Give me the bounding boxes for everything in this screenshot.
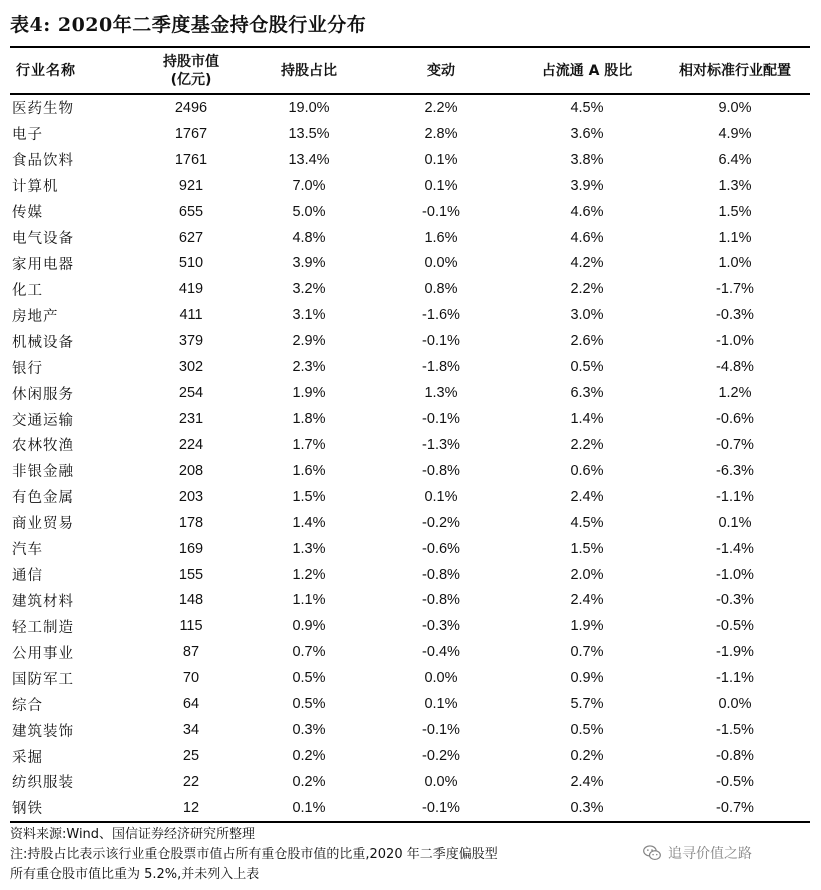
industry-name-cell: 汽车 bbox=[12, 542, 43, 559]
value-cell: -1.1% bbox=[716, 670, 754, 687]
table-row bbox=[10, 328, 810, 354]
value-cell: 1767 bbox=[174, 125, 208, 142]
table-row bbox=[10, 251, 810, 277]
bottom-rule bbox=[10, 821, 810, 823]
table-title: 表4: 2020年二季度基金持仓股行业分布 bbox=[10, 14, 367, 36]
source-note: 资料来源:Wind、国信证券经济研究所整理 bbox=[10, 827, 256, 842]
value-cell: 5.7% bbox=[570, 696, 604, 713]
value-cell: 3.1% bbox=[292, 307, 326, 324]
value-cell: 0.9% bbox=[570, 670, 604, 687]
value-cell: -1.4% bbox=[716, 540, 754, 557]
value-cell: -1.9% bbox=[716, 644, 754, 661]
column-header: 占流通 A 股比 bbox=[541, 62, 633, 79]
table-row bbox=[10, 484, 810, 510]
watermark bbox=[642, 836, 814, 870]
value-cell: 148 bbox=[178, 592, 204, 609]
industry-name-cell: 综合 bbox=[12, 697, 43, 714]
industry-name-cell: 电气设备 bbox=[12, 231, 74, 248]
value-cell: 4.5% bbox=[570, 99, 604, 116]
value-cell: -1.3% bbox=[422, 436, 460, 453]
value-cell: 0.1% bbox=[718, 514, 752, 531]
table-row bbox=[10, 510, 810, 536]
table-row bbox=[10, 691, 810, 717]
table-row bbox=[10, 199, 810, 225]
value-cell: 0.0% bbox=[424, 773, 458, 790]
industry-name-cell: 国防军工 bbox=[12, 671, 74, 688]
value-cell: 1.0% bbox=[718, 255, 752, 272]
value-cell: -0.1% bbox=[422, 411, 460, 428]
column-header: 持股市值 (亿元) bbox=[163, 53, 219, 88]
value-cell: 0.5% bbox=[292, 670, 326, 687]
value-cell: 12 bbox=[182, 799, 200, 816]
value-cell: -0.2% bbox=[422, 514, 460, 531]
table-row bbox=[10, 380, 810, 406]
industry-name-cell: 纺织服装 bbox=[12, 775, 74, 792]
industry-name-cell: 商业贸易 bbox=[12, 516, 74, 533]
value-cell: 2.4% bbox=[570, 773, 604, 790]
value-cell: 0.3% bbox=[570, 799, 604, 816]
column-header: 变动 bbox=[427, 62, 455, 79]
industry-name-cell: 机械设备 bbox=[12, 334, 74, 351]
value-cell: 4.5% bbox=[570, 514, 604, 531]
table-row bbox=[10, 665, 810, 691]
value-cell: 64 bbox=[182, 696, 200, 713]
industry-name-cell: 房地产 bbox=[12, 308, 59, 325]
footnote-line-1: 注:持股占比表示该行业重仓股票市值占所有重仓股市值的比重,2020 年二季度偏股型 bbox=[10, 847, 498, 862]
industry-name-cell: 休闲服务 bbox=[12, 386, 74, 403]
value-cell: 302 bbox=[178, 359, 204, 376]
industry-name-cell: 公用事业 bbox=[12, 645, 74, 662]
table-row bbox=[10, 562, 810, 588]
table-row bbox=[10, 406, 810, 432]
value-cell: 419 bbox=[178, 281, 204, 298]
value-cell: 2.9% bbox=[292, 333, 326, 350]
value-cell: 22 bbox=[182, 773, 200, 790]
table-row bbox=[10, 121, 810, 147]
value-cell: -0.2% bbox=[422, 748, 460, 764]
value-cell: 1.5% bbox=[292, 488, 326, 505]
value-cell: -0.3% bbox=[422, 618, 460, 635]
value-cell: 13.4% bbox=[288, 151, 330, 168]
value-cell: 115 bbox=[179, 618, 203, 635]
value-cell: 2.3% bbox=[292, 359, 326, 376]
value-cell: 0.6% bbox=[570, 462, 604, 479]
value-cell: 1.1% bbox=[292, 592, 326, 609]
value-cell: 0.0% bbox=[718, 696, 752, 713]
value-cell: -0.6% bbox=[716, 411, 754, 428]
industry-name-cell: 电子 bbox=[12, 127, 43, 144]
value-cell: -0.8% bbox=[422, 592, 460, 609]
watermark-text: 追寻价值之路 bbox=[668, 846, 752, 862]
industry-name-cell: 轻工制造 bbox=[12, 619, 74, 636]
value-cell: 0.2% bbox=[292, 748, 326, 764]
value-cell: -1.0% bbox=[716, 333, 754, 350]
value-cell: 1761 bbox=[174, 151, 208, 168]
value-cell: 2496 bbox=[174, 99, 208, 116]
value-cell: 3.0% bbox=[570, 307, 604, 324]
value-cell: -1.1% bbox=[716, 488, 754, 505]
value-cell: 1.7% bbox=[292, 436, 326, 453]
value-cell: 1.4% bbox=[570, 411, 604, 428]
table-row bbox=[10, 639, 810, 665]
table-row bbox=[10, 302, 810, 328]
value-cell: -1.5% bbox=[716, 722, 754, 739]
value-cell: 0.2% bbox=[570, 748, 604, 764]
industry-name-cell: 建筑材料 bbox=[12, 593, 74, 610]
table-row bbox=[10, 588, 810, 614]
value-cell: 155 bbox=[178, 566, 204, 583]
industry-name-cell: 有色金属 bbox=[12, 490, 74, 507]
value-cell: 3.2% bbox=[292, 281, 326, 298]
value-cell: 1.5% bbox=[570, 540, 604, 557]
value-cell: 0.5% bbox=[570, 359, 604, 376]
value-cell: 0.0% bbox=[424, 670, 458, 687]
table-row bbox=[10, 458, 810, 484]
value-cell: 203 bbox=[178, 488, 204, 505]
value-cell: 0.1% bbox=[424, 177, 458, 194]
industry-name-cell: 农林牧渔 bbox=[12, 438, 74, 455]
value-cell: 178 bbox=[178, 514, 204, 531]
value-cell: 2.0% bbox=[570, 566, 604, 583]
value-cell: -0.1% bbox=[422, 203, 460, 220]
value-cell: 70 bbox=[182, 670, 200, 687]
value-cell: 231 bbox=[178, 411, 204, 428]
value-cell: 3.9% bbox=[292, 255, 326, 272]
value-cell: 1.8% bbox=[292, 411, 326, 428]
value-cell: 1.9% bbox=[570, 618, 604, 635]
value-cell: -0.3% bbox=[716, 592, 754, 609]
table-row bbox=[10, 769, 810, 795]
value-cell: 1.3% bbox=[424, 385, 458, 402]
table-header bbox=[10, 48, 810, 93]
value-cell: 0.7% bbox=[292, 644, 326, 661]
value-cell: -0.4% bbox=[422, 644, 460, 661]
value-cell: 0.3% bbox=[292, 722, 326, 739]
value-cell: 4.6% bbox=[570, 203, 604, 220]
value-cell: 0.5% bbox=[570, 722, 604, 739]
value-cell: 0.9% bbox=[292, 618, 326, 635]
table-body bbox=[10, 93, 810, 821]
value-cell: -0.8% bbox=[422, 462, 460, 479]
value-cell: 1.9% bbox=[292, 385, 326, 402]
value-cell: 4.9% bbox=[718, 125, 752, 142]
value-cell: -0.1% bbox=[422, 722, 460, 739]
value-cell: 254 bbox=[178, 385, 204, 402]
value-cell: -0.7% bbox=[716, 799, 754, 816]
value-cell: 1.3% bbox=[292, 540, 326, 557]
value-cell: 1.6% bbox=[292, 462, 326, 479]
value-cell: 0.1% bbox=[424, 696, 458, 713]
value-cell: 208 bbox=[178, 462, 204, 479]
value-cell: -0.6% bbox=[422, 540, 460, 557]
value-cell: 2.4% bbox=[570, 488, 604, 505]
value-cell: 3.9% bbox=[570, 177, 604, 194]
value-cell: 7.0% bbox=[292, 177, 326, 194]
table-row bbox=[10, 536, 810, 562]
value-cell: 1.4% bbox=[292, 514, 326, 531]
value-cell: 627 bbox=[178, 229, 204, 246]
value-cell: 0.1% bbox=[424, 488, 458, 505]
value-cell: 0.1% bbox=[424, 151, 458, 168]
industry-name-cell: 家用电器 bbox=[12, 256, 74, 273]
value-cell: 510 bbox=[178, 255, 204, 272]
value-cell: -0.5% bbox=[716, 773, 754, 790]
industry-name-cell: 银行 bbox=[12, 360, 43, 377]
value-cell: 2.2% bbox=[570, 436, 604, 453]
value-cell: 1.2% bbox=[292, 566, 326, 583]
industry-name-cell: 非银金融 bbox=[12, 464, 74, 481]
table-row bbox=[10, 613, 810, 639]
table-row bbox=[10, 93, 810, 121]
value-cell: 379 bbox=[178, 333, 204, 350]
value-cell: -1.6% bbox=[422, 307, 460, 324]
industry-name-cell: 钢铁 bbox=[12, 801, 43, 818]
value-cell: 655 bbox=[178, 203, 204, 220]
value-cell: 1.6% bbox=[424, 229, 458, 246]
value-cell: 4.2% bbox=[570, 255, 604, 272]
value-cell: 0.7% bbox=[570, 644, 604, 661]
value-cell: 4.6% bbox=[570, 229, 604, 246]
value-cell: -0.8% bbox=[716, 748, 754, 764]
value-cell: 5.0% bbox=[292, 203, 326, 220]
value-cell: 2.2% bbox=[570, 281, 604, 298]
value-cell: 3.8% bbox=[570, 151, 604, 168]
value-cell: 3.6% bbox=[570, 125, 604, 142]
value-cell: 0.5% bbox=[292, 696, 326, 713]
value-cell: 25 bbox=[182, 748, 200, 764]
table-row bbox=[10, 743, 810, 769]
value-cell: 4.8% bbox=[292, 229, 326, 246]
wechat-icon bbox=[642, 843, 662, 863]
value-cell: 19.0% bbox=[288, 99, 330, 116]
table-row bbox=[10, 276, 810, 302]
table-row bbox=[10, 147, 810, 173]
table-row bbox=[10, 795, 810, 821]
value-cell: 224 bbox=[178, 436, 204, 453]
value-cell: -0.1% bbox=[422, 799, 460, 816]
table-row bbox=[10, 354, 810, 380]
table-row bbox=[10, 432, 810, 458]
value-cell: -0.3% bbox=[716, 307, 754, 324]
value-cell: -6.3% bbox=[716, 462, 754, 479]
table-row bbox=[10, 717, 810, 743]
column-header: 行业名称 bbox=[16, 62, 76, 79]
value-cell: 1.3% bbox=[718, 177, 752, 194]
industry-distribution-table bbox=[10, 48, 810, 821]
value-cell: 6.3% bbox=[570, 385, 604, 402]
value-cell: 1.2% bbox=[718, 385, 752, 402]
industry-name-cell: 采掘 bbox=[12, 749, 43, 766]
value-cell: -1.7% bbox=[716, 281, 754, 298]
footnote-line-2: 所有重仓股市值比重为 5.2%,并未列入上表 bbox=[10, 867, 260, 882]
value-cell: -0.5% bbox=[716, 618, 754, 635]
value-cell: 2.2% bbox=[424, 99, 458, 116]
value-cell: -1.0% bbox=[716, 566, 754, 583]
value-cell: -1.8% bbox=[422, 359, 460, 376]
column-header: 持股占比 bbox=[281, 62, 337, 79]
value-cell: -0.7% bbox=[716, 436, 754, 453]
industry-name-cell: 医药生物 bbox=[12, 101, 74, 118]
value-cell: 2.6% bbox=[570, 333, 604, 350]
value-cell: 9.0% bbox=[718, 99, 752, 116]
value-cell: 411 bbox=[179, 307, 203, 324]
value-cell: -0.1% bbox=[422, 333, 460, 350]
table-row bbox=[10, 173, 810, 199]
industry-name-cell: 建筑装饰 bbox=[12, 723, 74, 740]
table-row bbox=[10, 225, 810, 251]
value-cell: 6.4% bbox=[718, 151, 752, 168]
value-cell: 0.8% bbox=[424, 281, 458, 298]
value-cell: 921 bbox=[178, 177, 204, 194]
value-cell: 2.4% bbox=[570, 592, 604, 609]
value-cell: 34 bbox=[182, 722, 200, 739]
industry-name-cell: 传媒 bbox=[12, 205, 43, 222]
industry-name-cell: 化工 bbox=[12, 282, 43, 299]
value-cell: 1.1% bbox=[718, 229, 752, 246]
industry-name-cell: 计算机 bbox=[12, 179, 59, 196]
industry-name-cell: 食品饮料 bbox=[12, 153, 74, 170]
value-cell: 0.1% bbox=[292, 799, 326, 816]
value-cell: -4.8% bbox=[716, 359, 754, 376]
value-cell: 0.2% bbox=[292, 773, 326, 790]
value-cell: -0.8% bbox=[422, 566, 460, 583]
value-cell: 13.5% bbox=[288, 125, 330, 142]
value-cell: 2.8% bbox=[424, 125, 458, 142]
industry-name-cell: 通信 bbox=[12, 568, 43, 585]
value-cell: 1.5% bbox=[718, 203, 752, 220]
value-cell: 0.0% bbox=[424, 255, 458, 272]
value-cell: 87 bbox=[182, 644, 200, 661]
value-cell: 169 bbox=[178, 540, 204, 557]
column-header: 相对标准行业配置 bbox=[679, 62, 791, 79]
industry-name-cell: 交通运输 bbox=[12, 412, 74, 429]
